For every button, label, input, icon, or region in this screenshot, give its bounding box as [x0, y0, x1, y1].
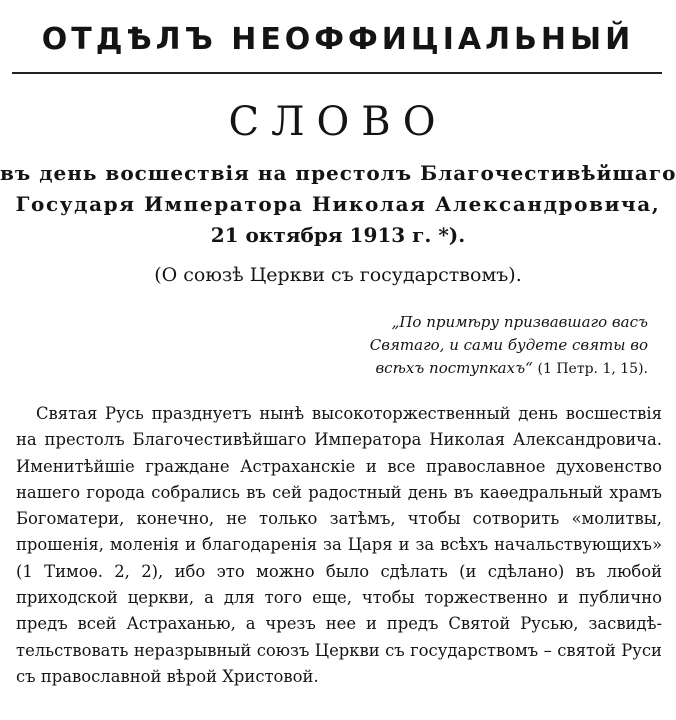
subtitle-line: Государя Императора Николая Александровича,: [15, 192, 661, 216]
header-rule: [12, 72, 662, 74]
sermon-subheading: (О союзѣ Церкви съ государствомъ).: [154, 264, 522, 286]
epigraph-reference: (1 Петр. 1, 15).: [537, 361, 648, 377]
subtitle-line: въ день восшествія на престолъ Благочестивѣйшаго: [0, 161, 676, 185]
sermon-subtitle: [0, 158, 676, 251]
body-line: Святая Русь празднуетъ нынѣ высокоторжественный день восшествія: [36, 404, 662, 423]
body-line: съ православной вѣрой Христовой.: [16, 666, 319, 686]
section-header: ОТДѢЛЪ НЕОФФИЦІАЛЬНЫЙ: [41, 22, 635, 57]
epigraph-text: всѣхъ поступкахъ“: [375, 359, 533, 377]
body-line: предъ всей Астраханью, а чрезъ нее и предъ Святой Русью, засвидѣ-: [16, 614, 662, 634]
body-line: тельствовать неразрывный союзъ Церкви съ государствомъ – святой Руси: [16, 640, 662, 660]
body-line: приходской церкви, а для того еще, чтобы торжественно и публично: [16, 588, 662, 608]
body-line: Богоматери, конечно, не только затѣмъ, чтобы сотворить «молитвы,: [16, 509, 662, 529]
epigraph: [338, 311, 648, 381]
body-line: прошенія, моленія и благодаренія за Царя и за всѣхъ начальствующихъ»: [16, 535, 662, 555]
body-line: Именитѣйшіе граждане Астраханскіе и все православное духовенство: [16, 456, 662, 476]
sermon-title: СЛОВО: [228, 99, 448, 145]
subtitle-line: 21 октября 1913 г. *).: [210, 223, 466, 247]
epigraph-line: [338, 357, 648, 381]
epigraph-line: „По примѣру призвавшаго васъ: [391, 313, 648, 331]
body-paragraph: [16, 401, 662, 690]
body-line: нашего города собрались въ сей радостный день въ каѳедральный храмъ: [16, 482, 662, 502]
body-line: на престолъ Благочестивѣйшаго Императора Николая Александровича.: [16, 430, 662, 450]
body-line: (1 Тимоѳ. 2, 2), ибо это можно было сдѣлать (и сдѣлано) въ любой: [16, 561, 662, 581]
epigraph-line: Святаго, и сами будете святы во: [369, 336, 648, 354]
